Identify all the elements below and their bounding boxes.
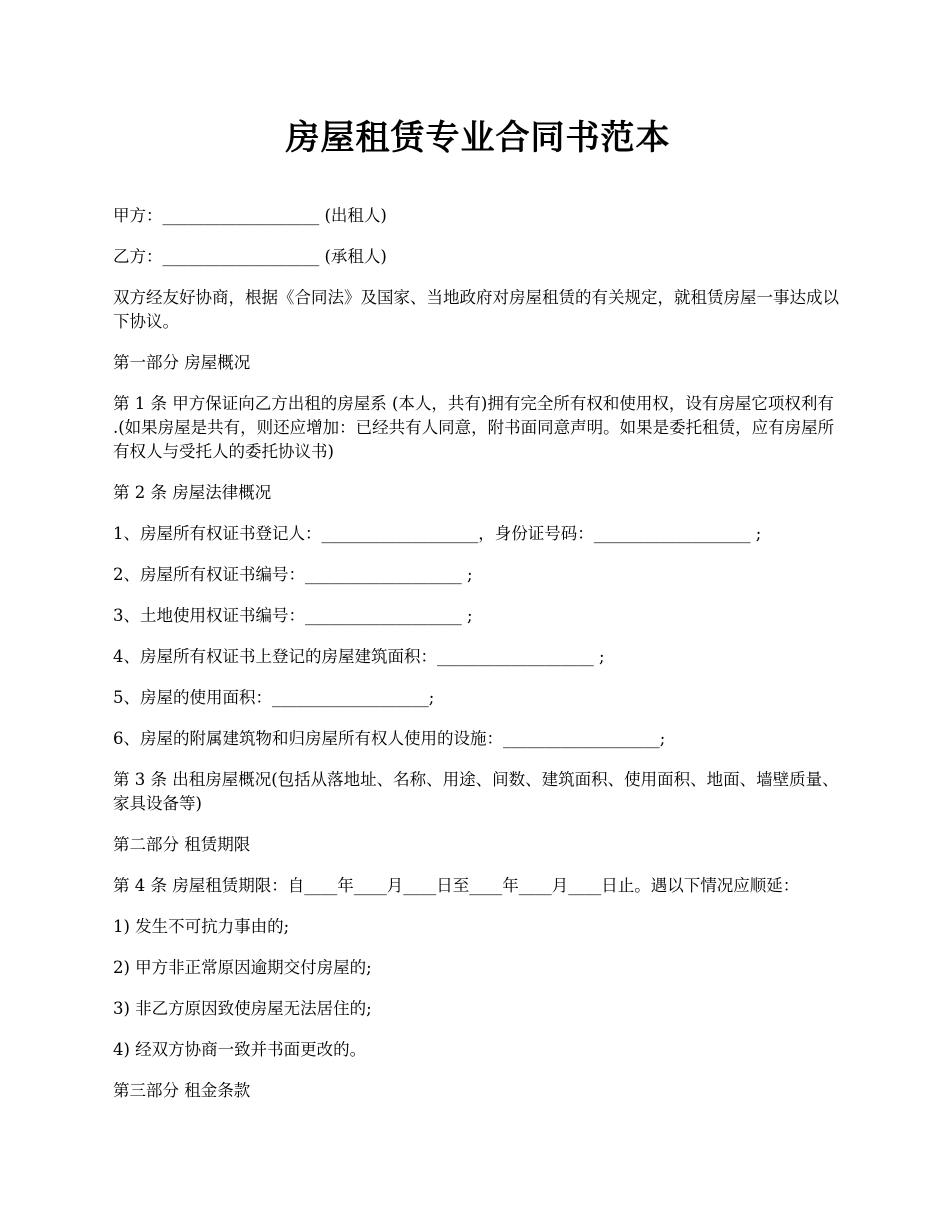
condition-item-3: 3) 非乙方原因致使房屋无法居住的; [113, 999, 372, 1018]
list-item-6: 6、房屋的附属建筑物和归房屋所有权人使用的设施：___________________; [113, 729, 666, 748]
list-item-4: 4、房屋所有权证书上登记的房屋建筑面积：___________________ ; [113, 647, 605, 666]
document-title: 房屋租赁专业合同书范本 [285, 118, 671, 158]
preamble-paragraph: 双方经友好协商，根据《合同法》及国家、当地政府对房屋租赁的有关规定，就租赁房屋一事达成以下协议。 [113, 288, 839, 331]
document-page [113, 112, 843, 1120]
section-heading-part-3: 第三部分 租金条款 [113, 1081, 251, 1100]
condition-item-2: 2) 甲方非正常原因逾期交付房屋的; [113, 958, 372, 977]
article-4-paragraph: 第 4 条 房屋租赁期限：自____年____月____日至____年____月____日止。遇以下情况应顺延： [113, 876, 800, 895]
condition-item-4: 4) 经双方协商一致并书面更改的。 [113, 1040, 367, 1059]
condition-item-1: 1) 发生不可抗力事由的; [113, 917, 290, 936]
list-item-1: 1、房屋所有权证书登记人：___________________，身份证号码：___________________ ; [113, 524, 762, 543]
list-item-2: 2、房屋所有权证书编号：___________________ ; [113, 565, 473, 584]
list-item-5: 5、房屋的使用面积：___________________; [113, 688, 435, 707]
list-item-3: 3、土地使用权证书编号：___________________ ; [113, 606, 473, 625]
section-heading-part-1: 第一部分 房屋概况 [113, 353, 251, 372]
article-1-paragraph: 第 1 条 甲方保证向乙方出租的房屋系 (本人，共有)拥有完全所有权和使用权，设有房屋它项权利有 .(如果房屋是共有，则还应增加：已经共有人同意，附书面同意声明。如果是委托租赁，应有房屋所有权人与受托人的委托协议书) [113, 394, 840, 461]
party-b-line: 乙方：___________________ (承租人) [113, 247, 387, 266]
party-a-line: 甲方：___________________ (出租人) [113, 206, 387, 225]
article-3-paragraph: 第 3 条 出租房屋概况(包括从落地址、名称、用途、间数、建筑面积、使用面积、地面、墙壁质量、家具设备等) [113, 770, 839, 813]
article-2-heading: 第 2 条 房屋法律概况 [113, 483, 272, 502]
section-heading-part-2: 第二部分 租赁期限 [113, 835, 251, 854]
